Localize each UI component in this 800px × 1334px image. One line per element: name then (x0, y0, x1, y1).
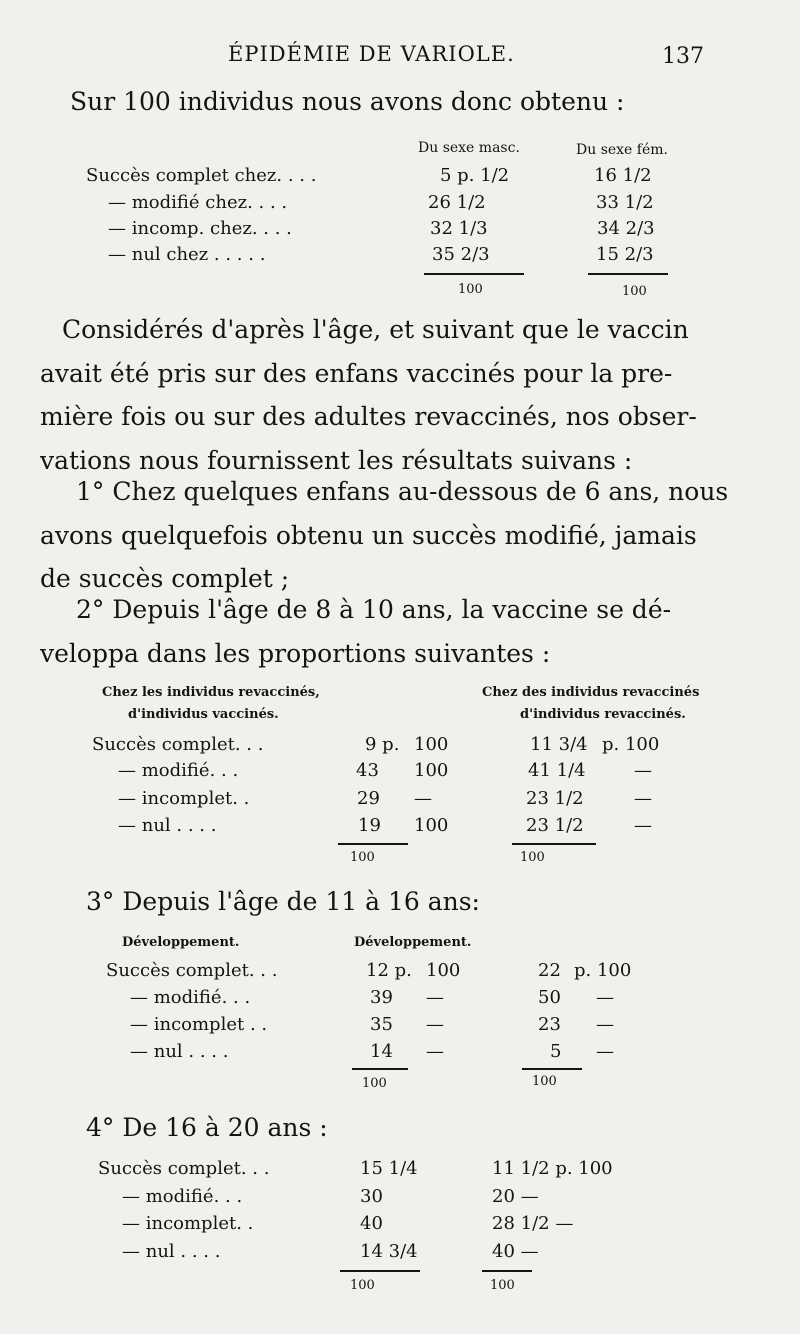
table-row-label: — incomplet. . (118, 788, 250, 809)
col-header-b: d'individus revaccinés. (520, 707, 686, 722)
table-row-label: — incomplet. . (122, 1213, 254, 1234)
table-row-label: — modifié. . . (130, 987, 251, 1008)
table-row-label: — nul chez . . . . . (108, 244, 266, 265)
col-header-b: Chez des individus revaccinés (482, 685, 700, 700)
table-row-label: — modifié. . . (118, 760, 239, 781)
table-cell: 35 2/3 (432, 244, 490, 265)
table-cell: 29 (357, 788, 380, 809)
table-cell: 16 1/2 (594, 165, 652, 186)
table-row-label: Succès complet chez. . . . (86, 165, 317, 186)
sum-rule (352, 1068, 408, 1070)
table-cell: 19 (358, 815, 381, 836)
table-cell: 34 2/3 (597, 218, 655, 239)
table-cell: 100 (414, 734, 449, 755)
table-cell: 5 (550, 1041, 562, 1062)
table-row-label: — nul . . . . (118, 815, 217, 836)
table-cell: 33 1/2 (596, 192, 654, 213)
table-row-label: — nul . . . . (122, 1241, 221, 1262)
col-header-a: Chez les individus revaccinés, (102, 685, 320, 700)
sum-rule (588, 273, 668, 275)
table-cell: 100 (414, 760, 449, 781)
table-cell: p. 100 (602, 734, 660, 755)
paragraph-line: mière fois ou sur des adultes revaccinés, nos obser- (40, 402, 697, 431)
table-row-label: — modifié chez. . . . (108, 192, 288, 213)
total-b: 100 (532, 1074, 557, 1089)
table-cell: — (426, 1014, 444, 1035)
total-a: 100 (362, 1076, 387, 1091)
sum-rule (512, 843, 596, 845)
table-cell: 50 (538, 987, 561, 1008)
table-cell: 22 (538, 960, 561, 981)
item-4: 4° De 16 à 20 ans : (86, 1113, 328, 1142)
table-cell: 40 — (492, 1241, 539, 1262)
table-row-label: Succès complet. . . (92, 734, 264, 755)
total-b: 100 (520, 850, 545, 865)
table-cell: — (596, 1014, 614, 1035)
intro-line: Sur 100 individus nous avons donc obtenu : (70, 87, 625, 116)
table-cell: 11 3/4 (530, 734, 588, 755)
table-cell: 28 1/2 — (492, 1213, 574, 1234)
total-a: 100 (350, 1278, 375, 1293)
page-number: 137 (662, 44, 704, 69)
col-header-male: Du sexe masc. (418, 140, 520, 156)
table-cell: 100 (414, 815, 449, 836)
table-cell: — (426, 1041, 444, 1062)
table-cell: 15 1/4 (360, 1158, 418, 1179)
table-cell: — (414, 788, 432, 809)
table-row-label: — incomp. chez. . . . (108, 218, 292, 239)
table-row-label: — modifié. . . (122, 1186, 243, 1207)
table-cell: 40 (360, 1213, 383, 1234)
total-a: 100 (350, 850, 375, 865)
table-cell: — (596, 987, 614, 1008)
col-header-label: Développement. (122, 935, 240, 950)
paragraph-line: 2° Depuis l'âge de 8 à 10 ans, la vaccine se dé- (76, 595, 672, 624)
table-row-label: Succès complet. . . (98, 1158, 270, 1179)
col-header-female: Du sexe fém. (576, 142, 668, 158)
paragraph-line: vations nous fournissent les résultats suivans : (40, 445, 633, 475)
table-cell: 14 (370, 1041, 393, 1062)
table-cell: 43 (356, 760, 379, 781)
sum-rule (424, 273, 524, 275)
table-cell: 23 1/2 (526, 815, 584, 836)
paragraph-line: avait été pris sur des enfans vaccinés pour la pre- (40, 358, 673, 388)
running-title: ÉPIDÉMIE DE VARIOLE. (228, 42, 515, 66)
table-cell: 32 1/3 (430, 218, 488, 239)
table-cell: 20 — (492, 1186, 539, 1207)
table-cell: — (634, 815, 652, 836)
paragraph-line: veloppa dans les proportions suivantes : (40, 638, 551, 668)
table-cell: 39 (370, 987, 393, 1008)
item-2 (40, 588, 705, 675)
paragraph-line: avons quelquefois obtenu un succès modifié, jamais (40, 520, 697, 550)
table-cell: 23 (538, 1014, 561, 1035)
table-cell: 30 (360, 1186, 383, 1207)
table-row-label: — nul . . . . (130, 1041, 229, 1062)
table-cell: — (634, 760, 652, 781)
table-cell: 9 p. (365, 734, 400, 755)
table-cell: 12 p. (366, 960, 412, 981)
total-b: 100 (490, 1278, 515, 1293)
paragraph-age (40, 308, 705, 482)
sum-rule (522, 1068, 582, 1070)
table-cell: 5 p. 1/2 (440, 165, 510, 186)
table-cell: — (426, 987, 444, 1008)
table-cell: p. 100 (574, 960, 632, 981)
item-3: 3° Depuis l'âge de 11 à 16 ans: (86, 887, 480, 916)
table-cell: 11 1/2 p. 100 (492, 1158, 613, 1179)
total-male: 100 (458, 282, 483, 297)
col-header-a: d'individus vaccinés. (128, 707, 279, 722)
col-header-a: Développement. (354, 935, 472, 950)
table-row-label: Succès complet. . . (106, 960, 278, 981)
paragraph-line: de succès complet ; (40, 564, 290, 593)
paragraph-line: 1° Chez quelques enfans au-dessous de 6 ans, nous (76, 477, 729, 506)
table-cell: 26 1/2 (428, 192, 486, 213)
table-cell: 23 1/2 (526, 788, 584, 809)
table-cell: 35 (370, 1014, 393, 1035)
sum-rule (340, 1270, 420, 1272)
table-cell: 100 (426, 960, 461, 981)
total-female: 100 (622, 284, 647, 299)
item-1 (40, 470, 729, 601)
sum-rule (482, 1270, 532, 1272)
table-cell: 41 1/4 (528, 760, 586, 781)
table-row-label: — incomplet . . (130, 1014, 268, 1035)
table-cell: 15 2/3 (596, 244, 654, 265)
table-cell: — (596, 1041, 614, 1062)
sum-rule (338, 843, 408, 845)
table-cell: — (634, 788, 652, 809)
table-cell: 14 3/4 (360, 1241, 418, 1262)
paragraph-line: Considérés d'après l'âge, et suivant que le vaccin (62, 315, 689, 344)
